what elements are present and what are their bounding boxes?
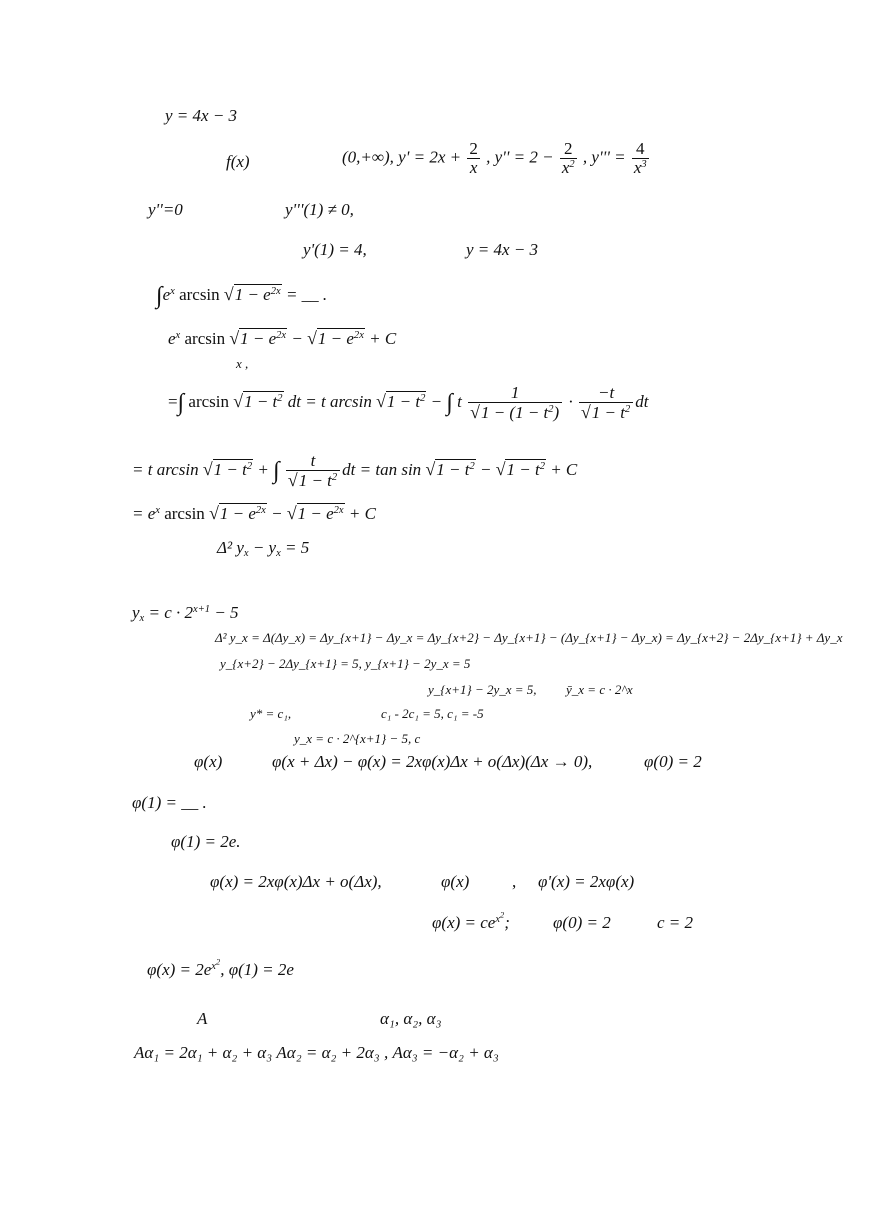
- fraction-derivative-sqrt: [579, 384, 633, 422]
- formula-by-parts-result: [132, 452, 577, 490]
- radicand: $1 - t^2$: [386, 391, 426, 411]
- formula-particular-trial: y* = c₁,: [250, 706, 292, 721]
- semicolon: ;: [504, 913, 510, 932]
- formula-alpha-vectors: α₁, α₂, α₃: [380, 1009, 442, 1028]
- equals-five: = 5: [285, 538, 310, 557]
- formula-c-value: c = 2: [657, 913, 694, 932]
- frac-num: t: [286, 452, 340, 471]
- sqrt-sign: √: [233, 390, 244, 411]
- derivatives-mid2: , y''' =: [582, 147, 626, 167]
- comma-separator: ,: [512, 872, 517, 891]
- arcsin-label: arcsin: [184, 329, 226, 348]
- formula-particular-coefficient: c₁ - 2c₁ = 5, c₁ = -5: [381, 706, 484, 721]
- frac-num: 1: [468, 384, 562, 403]
- formula-integral-question: $\int e^x$ $\arcsin √1 - e^{2x}$ = __ .: [156, 283, 328, 309]
- integral-sign: ∫: [177, 389, 185, 416]
- formula-tangent-line-2: y = 4x − 3: [466, 240, 539, 259]
- minus: −: [271, 504, 283, 523]
- radicand-text: 1 − t: [244, 391, 278, 411]
- sqrt-sign: √: [209, 503, 219, 523]
- sqrt-sign: √: [229, 328, 240, 348]
- radicand-text: 1 − e: [240, 329, 277, 348]
- derivatives-mid: , y'' = 2 −: [486, 147, 554, 167]
- formula-phi-question: φ(1) = __ .: [132, 793, 207, 812]
- phi-at-1: , φ(1) = 2e: [220, 960, 294, 979]
- den-base: x: [633, 158, 642, 177]
- formula-phi-increment: φ(x + Δx) − φ(x) = 2xφ(x)Δx + o(Δx)(Δx → 0),: [272, 752, 593, 771]
- lhs-text: = t arcsin: [132, 459, 199, 479]
- radicand: $1 - e^{2x}$: [234, 285, 281, 304]
- fraction-t-over-sqrt: [286, 452, 340, 490]
- sqrt-sign: √: [376, 390, 386, 411]
- frac-num: 2: [560, 140, 577, 159]
- minus: −: [430, 391, 443, 411]
- formula-phi-initial: φ(0) = 2: [644, 752, 702, 771]
- den-text: 1 − (1 − t: [480, 403, 549, 422]
- formula-phi: φ(x): [194, 752, 223, 771]
- radicand: $1 - t^2$: [244, 391, 283, 411]
- constant: + C: [550, 459, 578, 479]
- fraction-derivative-arcsin: [468, 384, 562, 422]
- radicand-text: 1 − t: [386, 391, 421, 411]
- radicand-text: 1 − e: [234, 285, 271, 304]
- formula-general-solution-2: y_x = c · 2^{x+1} − 5, c: [294, 731, 421, 746]
- arcsin-label: arcsin: [188, 391, 230, 411]
- formula-integration-by-parts: [168, 384, 648, 422]
- formula-phi-increment-2: φ(x) = 2xφ(x)Δx + o(Δx),: [210, 872, 382, 891]
- c-times-2: = c · 2: [148, 603, 194, 622]
- integral-sign: ∫: [156, 283, 163, 309]
- sqrt-sign: √: [202, 458, 213, 479]
- radicand: $1 - e^{2x}$: [219, 504, 266, 523]
- formula-difference-equation: Δ² $y_x - y_x = 5$: [217, 538, 310, 560]
- formula-phi-ode: φ'(x) = 2xφ(x): [538, 872, 635, 891]
- formula-phi-general: $\varphi(x) = ce^{x^2}$;: [432, 909, 510, 932]
- exp-base: e: [162, 285, 171, 304]
- minus: −: [291, 329, 303, 348]
- radicand: $1 - t^2$: [436, 459, 475, 479]
- plus: +: [257, 459, 269, 479]
- formula-final-answer: = $e^x$ $\arcsin √1 - e^{2x} - √1 - e^{2x} + C$: [132, 503, 376, 523]
- arcsin-label: arcsin: [164, 504, 205, 523]
- formula-phi-initial-2: φ(0) = 2: [553, 913, 611, 932]
- constant: + C: [369, 329, 397, 348]
- formula-matrix-action: Aα₁ = 2α₁ + α₂ + α₃ Aα₂ = α₂ + 2α₃ , Aα₃ = −α₂ + α₃: [134, 1043, 499, 1062]
- arcsin-label: arcsin: [179, 285, 220, 304]
- formula-phi-2: φ(x): [441, 872, 470, 891]
- formula-derivatives: [342, 140, 651, 177]
- den-text: 1 − t: [591, 403, 625, 422]
- constant: + C: [348, 504, 376, 523]
- formula-tangent-line: y = 4x − 3: [165, 106, 238, 125]
- fraction-2-over-x: [467, 140, 480, 177]
- fraction-4-over-x3: [632, 140, 649, 177]
- exp-base: = e: [132, 504, 156, 523]
- formula-integral-answer: $e^x$ $\arcsin √1 - e^{2x} - √1 - e^{2x} + C$: [168, 328, 397, 348]
- formula-third-derivative: y'''(1) ≠ 0,: [285, 200, 354, 219]
- radicand: $1 - t^2$: [506, 459, 545, 479]
- frac-den: $x^2$: [561, 158, 575, 177]
- integral-sign: ∫: [446, 389, 453, 416]
- frac-num: 2: [469, 139, 478, 158]
- den-base: x: [561, 158, 570, 177]
- formula-phi-answer: φ(1) = 2e.: [171, 832, 241, 851]
- frac-num: −t: [579, 384, 633, 403]
- equals: =: [168, 391, 178, 411]
- minus-five: − 5: [214, 603, 239, 622]
- derivatives-domain: (0,+∞), y' = 2x +: [342, 147, 462, 167]
- formula-substitution-note: x ,: [236, 356, 249, 371]
- radicand: $1 - e^{2x}$: [297, 504, 344, 523]
- frac-den: $√1 - t^2$: [580, 402, 631, 422]
- radicand-text: 1 − t: [436, 459, 470, 479]
- frac-num: 4: [632, 140, 649, 159]
- radicand-text: 1 − t: [213, 459, 247, 479]
- radicand-text: 1 − e: [297, 504, 334, 523]
- formula-reduced-equation: y_{x+2} − 2Δy_{x+1} = 5, y_{x+1} − 2y_x = 5: [220, 656, 471, 671]
- fraction-2-over-x2: [560, 140, 577, 177]
- phi-2e: φ(x) = 2e: [147, 960, 212, 979]
- formula-matrix-a: A: [197, 1009, 208, 1028]
- formula-general-solution: $y_x = c \cdot 2^{x+1} - 5$: [132, 603, 239, 625]
- frac-den: $x^3$: [633, 158, 647, 177]
- by-parts-text: dt = t arcsin: [287, 391, 372, 411]
- formula-homogeneous: y_{x+1} − 2y_x = 5,: [428, 682, 537, 697]
- formula-second-difference-expansion: Δ² y_x = Δ(Δy_x) = Δy_{x+1} − Δy_x = Δy_{x+2} − Δy_{x+1} − (Δy_{x+1} − Δy_x) = Δy_{x+2} − 2Δy_{x+1} + Δy_x: [215, 630, 843, 645]
- den-text: 1 − t: [298, 471, 332, 490]
- sqrt-sign: √: [307, 328, 317, 348]
- radicand-text: 1 − t: [506, 459, 540, 479]
- blank-answer: = __ .: [285, 285, 328, 304]
- frac-den: $√1 - (1 - t^2)$: [470, 402, 560, 422]
- formula-function-f: f(x): [226, 152, 250, 171]
- delta-squared: Δ² y: [217, 538, 244, 557]
- frac-den: $√1 - t^2$: [287, 470, 338, 490]
- formula-second-derivative-zero: y''=0: [148, 200, 183, 219]
- minus-y: − y: [252, 538, 277, 557]
- radicand: $1 - e^{2x}$: [240, 329, 287, 348]
- sqrt-sign: √: [286, 503, 297, 523]
- radicand: $1 - e^{2x}$: [317, 329, 364, 348]
- differential: dt: [635, 391, 649, 411]
- sqrt-sign: √: [425, 458, 436, 479]
- formula-phi-solution: $\varphi(x) = 2e^{x^2}$, φ(1) = 2e: [147, 956, 294, 979]
- sqrt-sign: √: [223, 284, 234, 304]
- sqrt-sign: √: [495, 458, 506, 479]
- formula-homogeneous-solution: ȳ_x = c · 2^x: [566, 682, 633, 697]
- minus: −: [479, 459, 492, 479]
- middle-text: dt = tan sin: [342, 459, 422, 479]
- exp-base: e: [168, 329, 176, 348]
- radicand-text: 1 − e: [317, 329, 354, 348]
- formula-slope: y'(1) = 4,: [303, 240, 367, 259]
- factor-t: t: [457, 391, 462, 411]
- dot: ·: [568, 391, 573, 411]
- integral-sign: ∫: [273, 457, 280, 484]
- radicand: $1 - t^2$: [213, 459, 253, 479]
- y-var: y: [132, 603, 140, 622]
- phi-ce: φ(x) = ce: [432, 913, 496, 932]
- frac-den: x: [469, 158, 478, 177]
- radicand-text: 1 − e: [219, 504, 256, 523]
